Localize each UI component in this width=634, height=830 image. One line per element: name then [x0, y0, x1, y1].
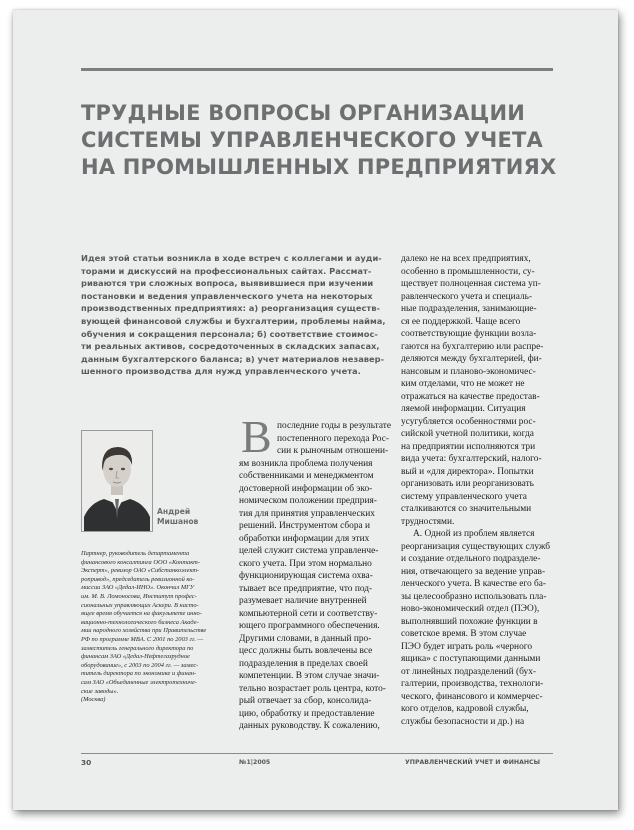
- bio-line: финансам ЗАО «Дедал-Нефтегазрудное: [81, 653, 190, 661]
- body-line: ческого, финансового и коммерчес-: [401, 691, 543, 702]
- bio-line: РФ по программе MBA. С 2001 по 2003 гг. —: [81, 635, 204, 643]
- body-line: Другими словами, в данный про-: [239, 633, 372, 644]
- lead-line: постановки и ведения управленческого учета на некоторых: [81, 290, 373, 301]
- bio-line: оборудование», с 2003 по 2004 гг. — замес-: [81, 661, 199, 669]
- bio-line: (Москва): [81, 696, 106, 704]
- body-line: ящика» с поступающими данными: [401, 654, 541, 664]
- body-line: соответствующие функции возла-: [401, 329, 537, 339]
- author-photo: [81, 430, 153, 532]
- body-line: функционирующая система охва-: [239, 571, 373, 581]
- body-line: и создание отдельного подразделе-: [401, 554, 541, 564]
- body-line: последние годы в результате: [277, 421, 392, 431]
- magazine-page: [13, 10, 618, 810]
- body-line: рый отвечает за сбор, консолида-: [239, 696, 372, 706]
- body-line: галтерии, производства, технологи-: [401, 679, 544, 689]
- issue-number: №1|2005: [239, 759, 271, 766]
- lead-line: вующей финансовой службы и бухгалтерии, проблемы найма,: [81, 315, 386, 326]
- body-line: реорганизация существующих служб: [401, 541, 551, 552]
- author-first-name: Андрей: [157, 507, 191, 516]
- bio-line: ские заводы».: [81, 687, 119, 695]
- body-line: советское время. В этом случае: [401, 629, 527, 639]
- body-line: ляемой информации. Ситуация: [401, 404, 526, 414]
- lead-line: производственных предприятиях: а) реорганизация существ-: [81, 303, 380, 314]
- body-line: на предприятии исполняются три: [401, 441, 536, 452]
- body-line: гаются на бухгалтерию или распре-: [401, 341, 544, 352]
- body-line: ям возникла проблема получения: [239, 458, 373, 469]
- body-line: компьютерной сети и соответству-: [239, 608, 378, 619]
- body-line: ществует полноценная система уп-: [401, 279, 541, 289]
- top-rule: [81, 68, 553, 71]
- bio-line: сам ЗАО «Объединенные электротехниче-: [81, 678, 197, 686]
- body-line: организовать или реорганизовать: [401, 479, 534, 489]
- body-line: ся ее поддержкой. Чаще всего: [401, 316, 521, 327]
- title-line: СИСТЕМЫ УПРАВЛЕНЧЕСКОГО УЧЕТА: [81, 128, 543, 152]
- bio-line: ящее время обучается на факультете инно-: [81, 610, 202, 618]
- body-line: от линейных подразделений (бух-: [401, 666, 537, 677]
- body-line: цию, обработку и предоставление: [239, 708, 375, 719]
- body-line: далеко не на всех предприятиях,: [401, 254, 531, 264]
- bio-line: титель директора по экономике и финан-: [81, 670, 197, 678]
- lead-line: ти реальных активов, сосредоточенных в складских запасах,: [81, 341, 380, 352]
- bio-line: вационно-технологического бизнеса Акаде-: [81, 618, 199, 626]
- body-line: тывает все предприятие, что под-: [239, 583, 373, 594]
- lead-line: торами и дискуссий на профессиональных сайтах. Рассмат-: [81, 265, 372, 276]
- body-line: нансовым и планово-экономичес-: [401, 366, 536, 377]
- body-line: ленческого учета. В качестве его ба-: [401, 579, 547, 589]
- body-line: ющего программного обеспечения.: [239, 621, 380, 631]
- body-line: сталкиваются со значительными: [401, 504, 532, 514]
- body-line: кого отделов, кадровой службы,: [401, 704, 529, 714]
- lead-line: данным бухгалтерского баланса; в) учет материалов незавер-: [81, 353, 385, 364]
- article-title: [81, 100, 581, 181]
- bio-line: миссии ЗАО «Дедал-ИНО». Окончил МГУ: [81, 584, 195, 592]
- bio-line: заместитель генерального директора по: [81, 644, 194, 652]
- right-column: [401, 253, 559, 728]
- body-line: цесс должны быть вовлечены все: [239, 646, 373, 656]
- body-line: службы безопасности и др.) на: [401, 716, 525, 727]
- title-line: ТРУДНЫЕ ВОПРОСЫ ОРГАНИЗАЦИИ: [81, 101, 525, 125]
- middle-column: [239, 420, 395, 733]
- lead-line: обучения и сокращения персонала; б) соответствие стоимос-: [81, 328, 378, 339]
- body-line: систему управленческого учета: [401, 491, 527, 502]
- body-line: вый и «для директора». Попытки: [401, 466, 534, 477]
- lead-line: риваются три сложных вопроса, выявившиеся при изучении: [81, 278, 374, 289]
- body-line: ким отделами, что не может не: [401, 379, 525, 389]
- body-line: сийской учетной политики, когда: [401, 429, 534, 439]
- drop-cap: В: [241, 411, 272, 462]
- body-line: обработки информации для этих: [239, 533, 370, 544]
- body-line: собственниками и менеджментом: [239, 471, 374, 481]
- body-line: А. Одной из проблем является: [413, 529, 535, 539]
- body-line: данных руководству. К сожалению,: [239, 721, 380, 731]
- body-line: трудностями.: [401, 516, 455, 527]
- bottom-rule: [81, 753, 553, 754]
- lead-line: шенного производства для нужд управленческого учета.: [81, 366, 361, 377]
- body-line: вида учета: бухгалтерский, налого-: [401, 454, 542, 464]
- author-name: [157, 507, 198, 526]
- body-line: тельно возрастает роль центра, кото-: [239, 683, 386, 694]
- body-line: целей служит система управленче-: [239, 546, 379, 556]
- body-line: деляются между бухгалтерией, фи-: [401, 354, 542, 364]
- body-line: усугубляется особенностями рос-: [401, 416, 536, 427]
- body-line: зы целесообразно использовать пла-: [401, 591, 547, 602]
- title-line: НА ПРОМЫШЛЕННЫХ ПРЕДПРИЯТИЯХ: [81, 155, 557, 179]
- author-bio: [81, 550, 231, 705]
- body-line: разумевает наличие внутренней: [239, 596, 367, 606]
- body-line: ПЭО будет играть роль «черного: [401, 641, 533, 652]
- bio-line: им. М. В. Ломоносова, Институт профес-: [81, 592, 197, 600]
- body-line: решений. Инструментом сбора и: [239, 521, 371, 531]
- journal-name: УПРАВЛЕНЧЕСКИЙ УЧЕТ И ФИНАНСЫ: [405, 759, 540, 766]
- bio-line: Эксперт», ревизор ОАО «Сибстанкоэлект-: [81, 567, 200, 575]
- body-line: компетенции. В этом случае значи-: [239, 671, 380, 681]
- body-line: ского учета. При этом нормально: [239, 558, 372, 569]
- bio-line: ропривод», председатель ревизионной ко-: [81, 575, 195, 583]
- body-line: ния, отвечающего за ведение управ-: [401, 566, 546, 577]
- body-line: ново-экономический отдел (ПЭО),: [401, 604, 540, 614]
- page-number: 30: [81, 758, 92, 767]
- body-line: равленческого учета и специаль-: [401, 291, 533, 302]
- body-line: отражаться на качестве предостав-: [401, 391, 540, 402]
- bio-line: финансового консалтинга ООО «Контакт-: [81, 558, 200, 566]
- body-line: подразделения в пределах своей: [239, 658, 368, 669]
- body-line: постепенного перехода Рос-: [277, 433, 390, 444]
- bio-line: мии народного хозяйства при Правительстве: [81, 627, 207, 635]
- bio-line: Партнер, руководитель департамента: [81, 550, 190, 557]
- body-line: сии к рыночным отношени-: [277, 446, 389, 456]
- body-line: номическом положении предприя-: [239, 496, 377, 506]
- body-line: достоверной информации об эко-: [239, 483, 373, 494]
- lead-line: Идея этой статьи возникла в ходе встреч с коллегами и ауди-: [81, 253, 382, 263]
- bio-line: сиональных управляющих Аскери. В насто-: [81, 601, 199, 609]
- body-line: выполнявший похожие функции в: [401, 616, 538, 627]
- body-line: тия для принятия управленческих: [239, 508, 375, 519]
- body-line: ные подразделения, занимающие-: [401, 304, 537, 314]
- body-line: особенно в промышленности, су-: [401, 266, 535, 277]
- article-lead: [81, 252, 386, 378]
- author-portrait-image: [82, 431, 152, 531]
- author-last-name: Мишанов: [157, 516, 199, 526]
